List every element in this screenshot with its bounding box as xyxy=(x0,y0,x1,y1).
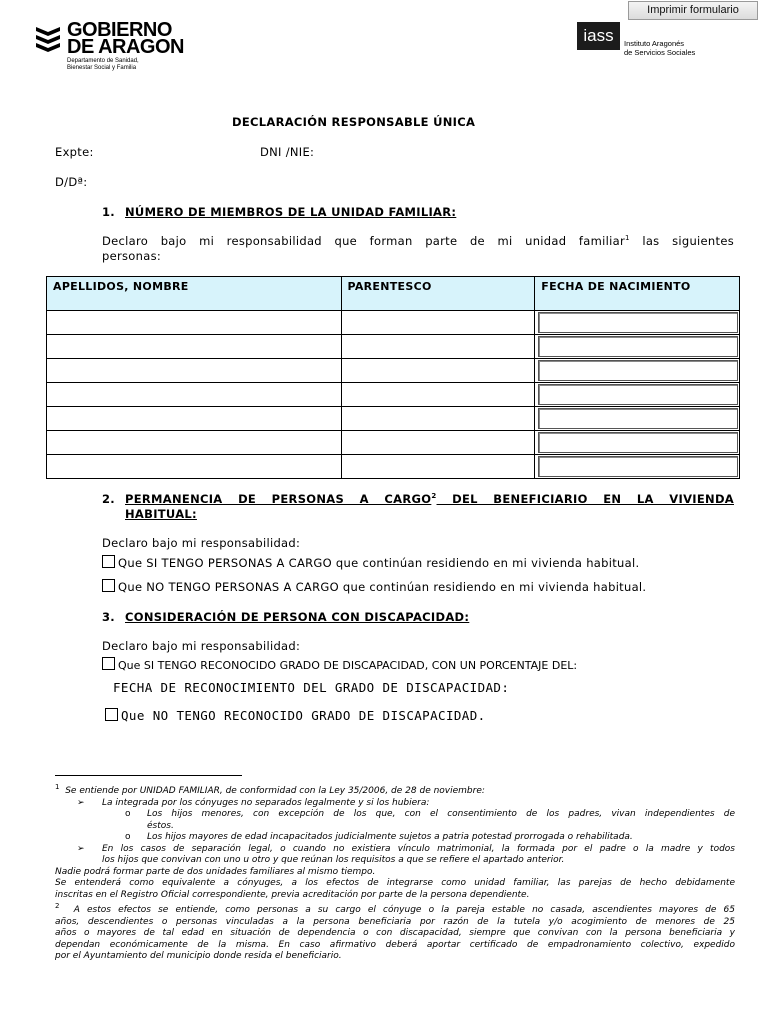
section3-heading: CONSIDERACIÓN DE PERSONA CON DISCAPACIDAD: xyxy=(125,610,470,624)
relationship-cell[interactable] xyxy=(341,311,535,335)
logo-sub-1: Departamento de Sanidad, xyxy=(67,58,139,64)
arrow-bullet-icon: ➢ xyxy=(77,843,85,854)
table-row xyxy=(47,431,740,455)
name-label: D/Dª: xyxy=(55,175,88,189)
print-form-button[interactable]: Imprimir formulario xyxy=(628,1,758,20)
logo-line-1: GOBIERNO xyxy=(67,19,172,41)
birthdate-input[interactable] xyxy=(538,360,738,381)
name-cell[interactable] xyxy=(47,359,342,383)
aragon-emblem-icon xyxy=(34,23,64,53)
logo-line-2: DE ARAGON xyxy=(67,36,184,58)
footnote-ref-1: 1 xyxy=(624,234,630,243)
iass-name xyxy=(624,39,695,57)
table-header-row xyxy=(47,277,740,311)
col-header-relationship: PARENTESCO xyxy=(341,277,535,311)
name-cell[interactable] xyxy=(47,383,342,407)
birthdate-input[interactable] xyxy=(538,432,738,453)
iass-line-2: de Servicios Sociales xyxy=(624,48,696,57)
circle-bullet-icon: o xyxy=(125,809,131,819)
section1-text: Declaro bajo mi responsabilidad que forman parte de mi unidad familiar$^1$ las siguientes xyxy=(102,234,734,248)
table-row xyxy=(47,455,740,479)
relationship-cell[interactable] xyxy=(341,407,535,431)
iass-logo: iass xyxy=(577,22,620,50)
table-row xyxy=(47,359,740,383)
table-row xyxy=(47,311,740,335)
section3-intro: Declaro bajo mi responsabilidad: xyxy=(102,639,301,653)
disability-date-label: FECHA DE RECONOCIMIENTO DEL GRADO DE DISCAPACIDAD: xyxy=(113,680,510,695)
relationship-cell[interactable] xyxy=(341,359,535,383)
name-cell[interactable] xyxy=(47,407,342,431)
disability-yes-checkbox[interactable] xyxy=(102,657,115,670)
section2-heading: PERMANENCIA DE PERSONAS A CARGO$^2$ DEL BENEFICIARIO EN LA VIVIENDA xyxy=(125,492,734,506)
relationship-cell[interactable] xyxy=(341,431,535,455)
col-header-name: APELLIDOS, NOMBRE xyxy=(47,277,342,311)
birthdate-input[interactable] xyxy=(538,312,738,333)
logo-sub-2: Bienestar Social y Familia xyxy=(67,65,137,71)
birthdate-input[interactable] xyxy=(538,336,738,357)
relationship-cell[interactable] xyxy=(341,383,535,407)
section3-option-no: Que NO TENGO RECONOCIDO GRADO DE DISCAPACIDAD. xyxy=(105,708,486,723)
section2-option-yes: Que SI TENGO PERSONAS A CARGO que continúan residiendo en mi vivienda habitual. xyxy=(102,555,639,570)
section2-number: 2. xyxy=(102,492,115,506)
dependents-yes-checkbox[interactable] xyxy=(102,555,115,568)
footnote-ref-2: 2 xyxy=(431,492,437,501)
birthdate-input[interactable] xyxy=(538,384,738,405)
table-row xyxy=(47,407,740,431)
arrow-bullet-icon: ➢ xyxy=(77,797,85,808)
disability-no-checkbox[interactable] xyxy=(105,708,118,721)
relationship-cell[interactable] xyxy=(341,455,535,479)
table-row xyxy=(47,383,740,407)
name-cell[interactable] xyxy=(47,311,342,335)
name-cell[interactable] xyxy=(47,455,342,479)
footnote-separator xyxy=(55,775,242,776)
dni-label: DNI /NIE: xyxy=(260,145,315,159)
section2-option-no: Que NO TENGO PERSONAS A CARGO que continúan residiendo en mi vivienda habitual. xyxy=(102,579,646,594)
family-members-table xyxy=(46,276,740,479)
footnote-1: Se entiende por UNIDAD FAMILIAR, de conformidad con la Ley 35/2006, de 28 de noviembre: xyxy=(65,786,485,796)
circle-bullet-icon: o xyxy=(125,832,131,842)
dependents-no-checkbox[interactable] xyxy=(102,579,115,592)
section3-number: 3. xyxy=(102,610,115,624)
section1-heading: NÚMERO DE MIEMBROS DE LA UNIDAD FAMILIAR: xyxy=(125,205,457,219)
relationship-cell[interactable] xyxy=(341,335,535,359)
footnotes: $^1$ Se entiende por UNIDAD FAMILIAR, de conformidad con la Ley 35/2006, de 28 de noviembre: ➢ La integrada por los cónyuges no separados legalmente y si los hubiera: o Los hijos menores, con excepción de los que, con el consentimiento de los padres, vivan independientes de éstos. o Los hijos mayores de edad incapacitados judicialmente sujetos a patria potestad prorrogada o rehabilitada. ➢ En los casos de separación legal, o cuando no existiera vínculo matrimonial, la formada por el padre o la madre y todos los hijos que convivan con uno u otro y que reúnan los requisitos a que se refiere el apartado anterior. Nadie podrá formar parte de dos unidades familiares al mismo tiempo. Se entenderá como equivalente a cónyuges, a los efectos de integrarse como unidad familiar, las parejas de hecho debidamente inscritas en el Registro Oficial correspondiente, previa acreditación por parte de la persona dependiente. $^2$ A estos efectos se entiende, como personas a su cargo el cónyuge o la pareja estable no casada, ascendientes mayores de 65 años, descendientes o personas vinculadas a la persona beneficiaria por razón de la tutela y/o acogimiento de menores de 25 años o mayores de tal edad en situación de dependencia o con discapacidad, siempre que convivan con la persona beneficiaria y dependan económicamente de la misma. En caso afirmativo deberá aportar certificado de empadronamiento colectivo, expedido por el Ayuntamiento del municipio donde resida el beneficiario. xyxy=(55,783,735,961)
name-cell[interactable] xyxy=(47,335,342,359)
birthdate-input[interactable] xyxy=(538,408,738,429)
expte-label: Expte: xyxy=(55,145,94,159)
table-row xyxy=(47,335,740,359)
section1-text-2: personas: xyxy=(102,249,162,263)
col-header-birthdate: FECHA DE NACIMIENTO xyxy=(535,277,740,311)
section2-heading-2: HABITUAL: xyxy=(125,507,197,521)
section1-number: 1. xyxy=(102,205,115,219)
birthdate-input[interactable] xyxy=(538,456,738,477)
name-cell[interactable] xyxy=(47,431,342,455)
footnote-2: A estos efectos se entiende, como personas a su cargo el cónyuge o la pareja estable no casada, ascendientes mayores de 65 xyxy=(73,905,735,915)
document-title: DECLARACIÓN RESPONSABLE ÚNICA xyxy=(232,115,476,129)
section3-option-yes: Que SI TENGO RECONOCIDO GRADO DE DISCAPACIDAD, CON UN PORCENTAJE DEL: xyxy=(102,657,577,672)
iass-line-1: Instituto Aragonés xyxy=(624,39,685,48)
section2-intro: Declaro bajo mi responsabilidad: xyxy=(102,536,301,550)
